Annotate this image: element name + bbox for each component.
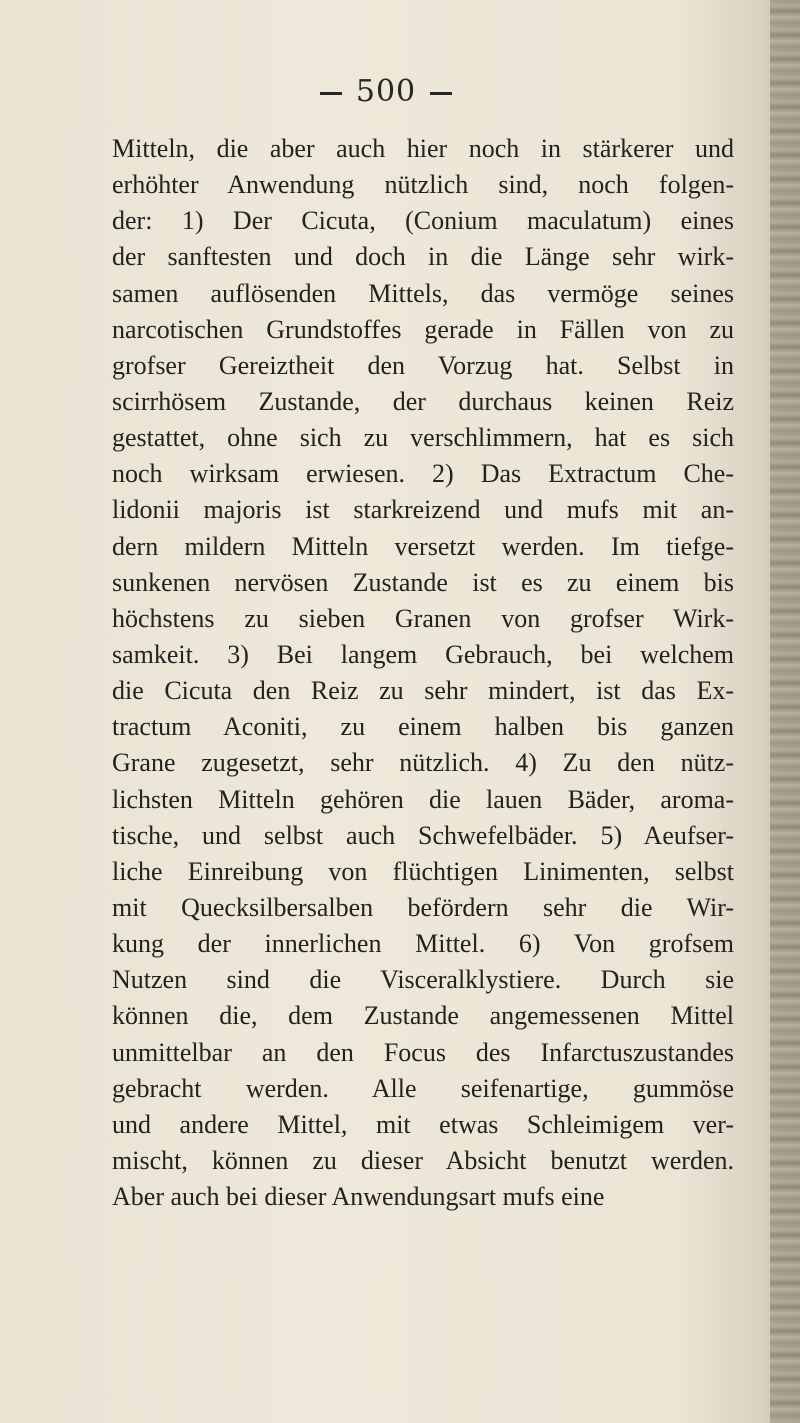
text-line: Aber auch bei dieser Anwendungsart mufs eine	[112, 1182, 605, 1212]
text-line: der: 1) Der Cicuta, (Conium maculatum) eines	[112, 206, 734, 236]
right-dash-ornament	[430, 92, 452, 95]
text-line: höchstens zu sieben Granen von grofser Wirk-	[112, 603, 734, 633]
text-line: grofser Gereiztheit den Vorzug hat. Selbst in	[112, 350, 734, 380]
text-line: narcotischen Grundstoffes gerade in Fällen von zu	[112, 314, 734, 344]
page-number: 500	[355, 74, 417, 109]
text-line: unmittelbar an den Focus des Infarctuszustandes	[112, 1037, 734, 1067]
text-line: kung der innerlichen Mittel. 6) Von grofsem	[112, 929, 734, 959]
text-line: gestattet, ohne sich zu verschlimmern, hat es sich	[112, 423, 734, 453]
text-line: Nutzen sind die Visceralklystiere. Durch sie	[112, 965, 734, 995]
body-text	[112, 131, 734, 1215]
text-line: samen auflösenden Mittels, das vermöge seines	[112, 278, 734, 308]
text-line: mit Quecksilbersalben befördern sehr die Wir-	[112, 892, 734, 922]
text-line: lidonii majoris ist starkreizend und mufs mit an-	[112, 495, 734, 525]
text-line: scirrhösem Zustande, der durchaus keinen Reiz	[112, 386, 734, 416]
text-line: tractum Aconiti, zu einem halben bis ganzen	[112, 712, 734, 742]
text-line: liche Einreibung von flüchtigen Linimenten, selbst	[112, 856, 734, 886]
text-line: Mitteln, die aber auch hier noch in stärkerer und	[112, 134, 734, 163]
text-line: sunkenen nervösen Zustande ist es zu einem bis	[112, 567, 734, 597]
text-line: mischt, können zu dieser Absicht benutzt werden.	[112, 1145, 734, 1175]
text-line: können die, dem Zustande angemessenen Mittel	[112, 1001, 734, 1031]
text-line: gebracht werden. Alle seifenartige, gummöse	[112, 1073, 734, 1103]
text-line: der sanftesten und doch in die Länge sehr wirk-	[112, 242, 734, 272]
text-line: erhöhter Anwendung nützlich sind, noch folgen-	[112, 170, 734, 200]
page-number-header	[0, 74, 772, 109]
text-line: Grane zugesetzt, sehr nützlich. 4) Zu den nütz-	[112, 748, 734, 778]
text-line: noch wirksam erwiesen. 2) Das Extractum Che-	[112, 459, 734, 489]
text-line: lichsten Mitteln gehören die lauen Bäder, aroma-	[112, 784, 734, 814]
left-dash-ornament	[320, 92, 342, 95]
page-edge-shadow	[770, 0, 800, 1423]
text-line: die Cicuta den Reiz zu sehr mindert, ist das Ex-	[112, 676, 734, 706]
text-line: samkeit. 3) Bei langem Gebrauch, bei welchem	[112, 639, 734, 669]
text-line: tische, und selbst auch Schwefelbäder. 5) Aeufser-	[112, 820, 734, 850]
text-line: und andere Mittel, mit etwas Schleimigem ver-	[112, 1109, 734, 1139]
text-line: dern mildern Mitteln versetzt werden. Im tiefge-	[112, 531, 734, 561]
